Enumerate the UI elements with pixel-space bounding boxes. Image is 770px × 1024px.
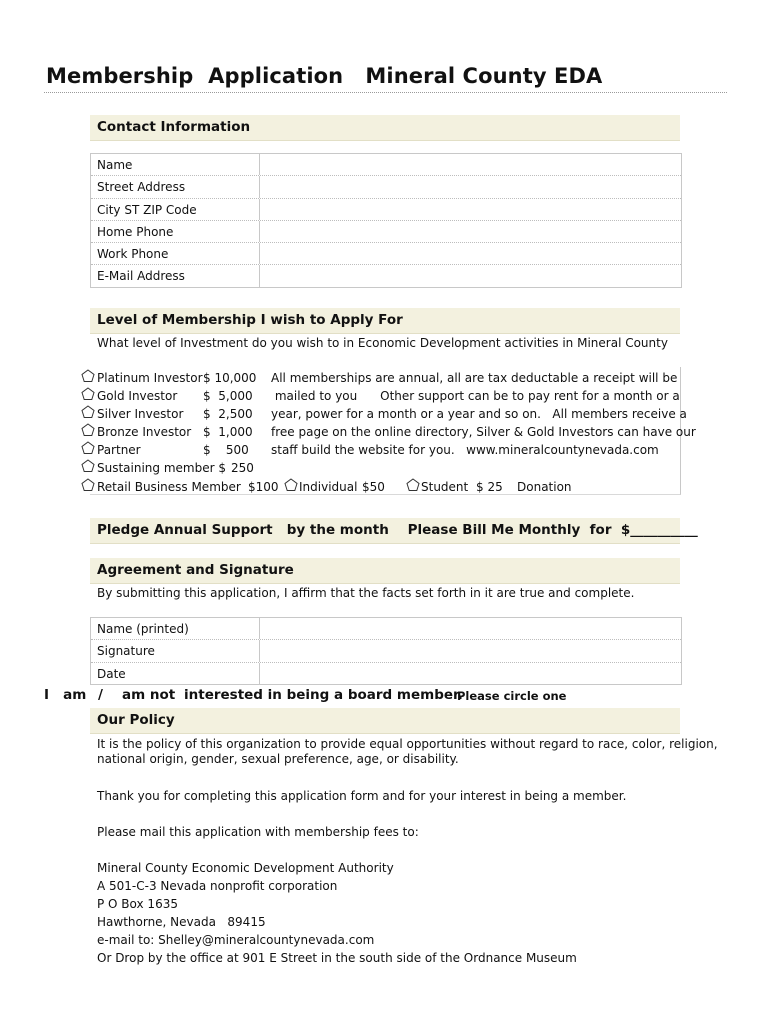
work-phone-label: Work Phone	[97, 247, 169, 262]
silver-price: $ 2,500	[203, 407, 253, 421]
agreement-statement: By submitting this application, I affirm that the facts set forth in it are true and complete.	[97, 586, 635, 600]
email-contact[interactable]: e-mail to: Shelley@mineralcountynevada.com	[97, 933, 375, 947]
work-phone-field[interactable]	[259, 243, 681, 264]
board-i-am[interactable]: I am	[44, 687, 87, 703]
signature-row-date	[91, 663, 681, 684]
individual-name: Individual	[299, 480, 358, 494]
signature-table	[90, 617, 682, 685]
city-st-zip-label: City ST ZIP Code	[97, 202, 197, 217]
street-address-label: Street Address	[97, 180, 186, 195]
city-st-zip-field[interactable]	[259, 199, 681, 220]
platinum-name: Platinum Investor	[97, 371, 203, 385]
contact-row-home-phone	[91, 221, 681, 243]
board-interested-text: interested in being a board member.	[184, 687, 463, 703]
signature-label: Signature	[97, 644, 155, 659]
contact-heading: Contact Information	[97, 119, 251, 135]
board-slash: /	[98, 687, 103, 703]
email-field[interactable]	[259, 265, 681, 286]
address-line: Hawthorne, Nevada 89415	[97, 915, 266, 929]
date-field[interactable]	[259, 663, 681, 684]
policy-section-header	[90, 708, 680, 734]
individual-price: $50	[362, 480, 385, 494]
policy-text-line2: national origin, gender, sexual preference, age, or disability.	[97, 752, 459, 766]
sustaining-radio-icon[interactable]	[81, 459, 95, 473]
name-printed-label: Name (printed)	[97, 622, 189, 636]
agreement-heading: Agreement and Signature	[97, 562, 294, 578]
policy-heading: Our Policy	[97, 712, 175, 728]
contact-section-header	[90, 115, 680, 141]
contact-table	[90, 153, 682, 288]
student-price: $ 25	[476, 480, 503, 494]
bronze-radio-icon[interactable]	[81, 423, 95, 437]
gold-price: $ 5,000	[203, 389, 253, 403]
title-divider	[44, 92, 727, 93]
retail-radio-icon[interactable]	[81, 478, 95, 492]
address-line: P O Box 1635	[97, 897, 178, 911]
membership-section-header	[90, 308, 680, 334]
bronze-price: $ 1,000	[203, 425, 253, 439]
board-am-not[interactable]: am not	[122, 687, 176, 703]
circle-one-note: Please circle one	[457, 689, 567, 703]
membership-question: What level of Investment do you wish to in Economic Development activities in Mineral County	[97, 336, 668, 350]
email-label: E-Mail Address	[97, 269, 185, 284]
platinum-price: $ 10,000	[203, 371, 257, 385]
home-phone-label: Home Phone	[97, 224, 174, 239]
membership-note-line: staff build the website for you. www.mineralcountynevada.com	[271, 443, 659, 457]
membership-note-line: mailed to you Other support can be to pay rent for a month or a	[271, 389, 680, 403]
drop-off-note: Or Drop by the office at 901 E Street in the south side of the Ordnance Museum	[97, 951, 577, 965]
date-label: Date	[97, 666, 126, 681]
page-title: Membership Application Mineral County EDA	[46, 64, 603, 88]
signature-field[interactable]	[259, 640, 681, 661]
name-field[interactable]	[259, 154, 681, 175]
bronze-name: Bronze Investor	[97, 425, 192, 439]
contact-row-name	[91, 154, 681, 176]
membership-note-line: year, power for a month or a year and so on. All members receive a	[271, 407, 687, 421]
retail-name: Retail Business Member	[97, 480, 241, 494]
platinum-radio-icon[interactable]	[81, 369, 95, 383]
address-line: A 501-C-3 Nevada nonprofit corporation	[97, 879, 338, 893]
donation-label: Donation	[517, 480, 572, 494]
gold-radio-icon[interactable]	[81, 387, 95, 401]
membership-note-line: free page on the online directory, Silver & Gold Investors can have our	[271, 425, 696, 439]
contact-row-city	[91, 199, 681, 221]
policy-text-line1: It is the policy of this organization to provide equal opportunities without regard to race, color, religion,	[97, 737, 718, 751]
name-printed-field[interactable]	[259, 618, 681, 639]
silver-name: Silver Investor	[97, 407, 184, 421]
partner-name: Partner	[97, 443, 141, 457]
contact-row-work-phone	[91, 243, 681, 265]
membership-heading: Level of Membership I wish to Apply For	[97, 312, 403, 328]
student-name: Student	[421, 480, 469, 494]
name-label: Name	[97, 158, 133, 172]
address-line: Mineral County Economic Development Authority	[97, 861, 394, 875]
thank-you-text: Thank you for completing this application form and for your interest in being a member.	[97, 789, 627, 803]
individual-radio-icon[interactable]	[284, 478, 298, 492]
silver-radio-icon[interactable]	[81, 405, 95, 419]
partner-radio-icon[interactable]	[81, 441, 95, 455]
membership-note-line: All memberships are annual, all are tax deductable a receipt will be	[271, 371, 678, 385]
signature-row-name	[91, 618, 681, 640]
mail-instruction: Please mail this application with membership fees to:	[97, 825, 419, 839]
sustaining-price: 250	[231, 461, 254, 475]
student-radio-icon[interactable]	[406, 478, 420, 492]
contact-row-street	[91, 176, 681, 198]
pledge-section-header	[90, 518, 698, 544]
pledge-label: Pledge Annual Support by the month Please Bill Me Monthly for $__________	[97, 522, 698, 538]
street-address-field[interactable]	[259, 176, 681, 197]
gold-name: Gold Investor	[97, 389, 178, 403]
partner-price: $ 500	[203, 443, 249, 457]
agreement-section-header	[90, 558, 680, 584]
home-phone-field[interactable]	[259, 221, 681, 242]
signature-row-signature	[91, 640, 681, 662]
retail-price: $100	[248, 480, 279, 494]
sustaining-name: Sustaining member $	[97, 461, 226, 475]
contact-row-email	[91, 265, 681, 286]
